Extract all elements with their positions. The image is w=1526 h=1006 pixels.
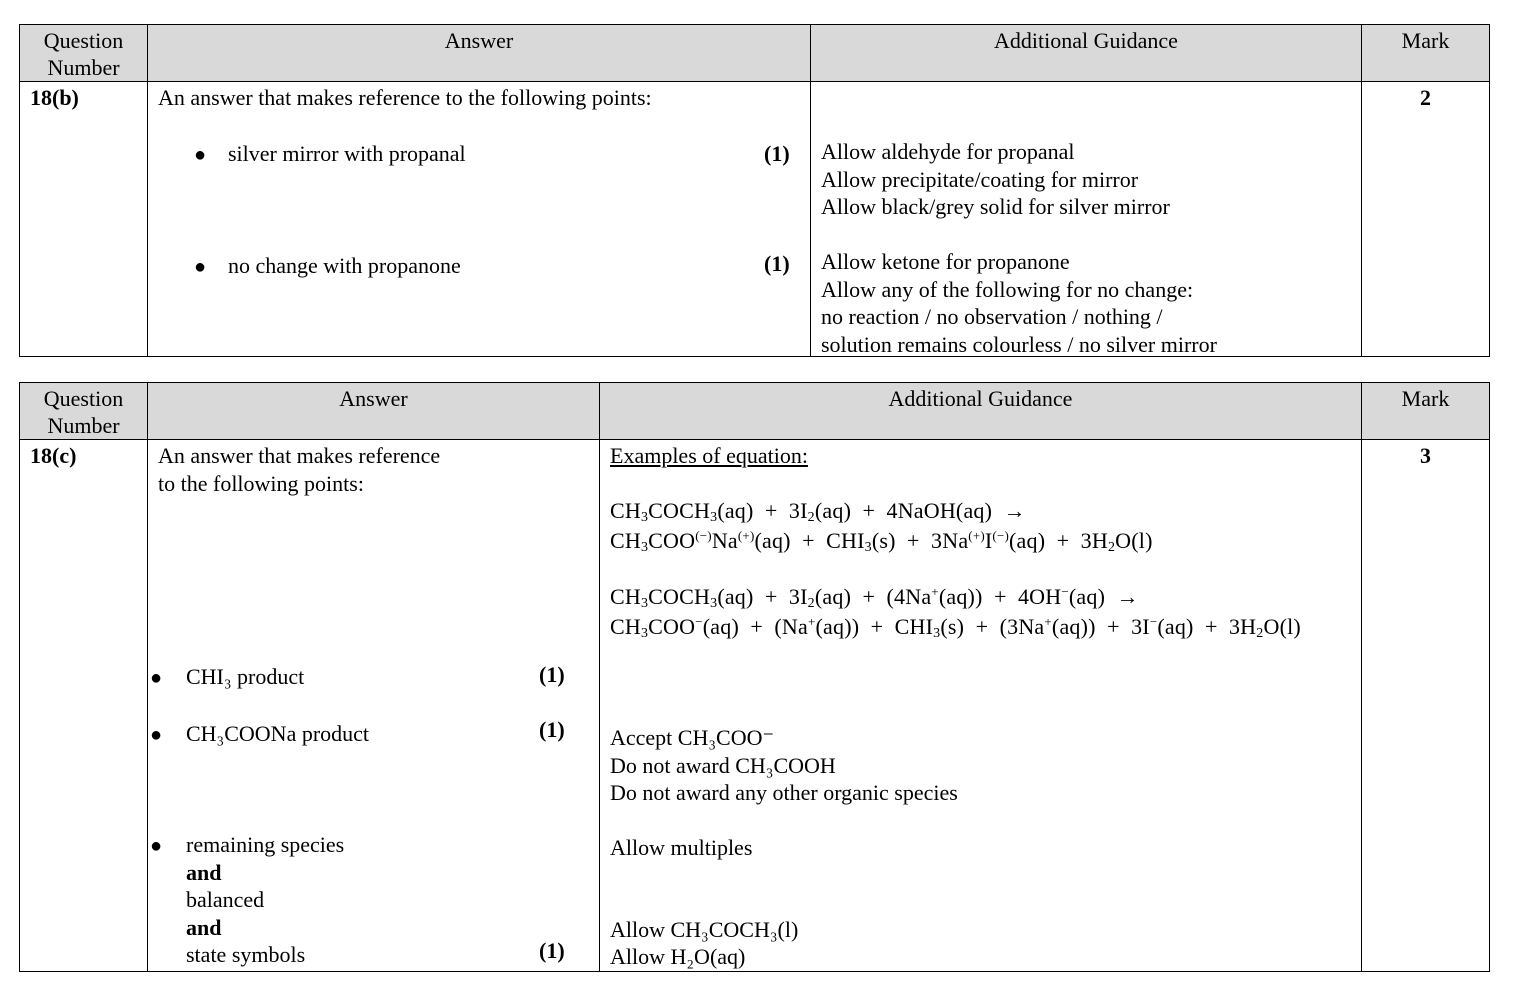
- guidance-line: Allow multiples: [610, 835, 753, 860]
- answer-point: balanced: [186, 887, 265, 912]
- point-mark: (1): [539, 717, 565, 742]
- equation-line: $CH_3COCH_3(aq) + 3I_2(aq) + (4Na^+(aq)) + 4OH^-(aq)$ →: [610, 584, 1139, 611]
- answer-point: CH₃COONa product: [186, 721, 370, 746]
- mark-scheme-table-18b: [19, 24, 1490, 357]
- header-guidance: Additional Guidance: [811, 25, 1362, 82]
- header-mark: Mark: [1362, 25, 1490, 82]
- guidance-line: Allow CH₃COCH₃(l): [610, 917, 799, 942]
- bullet-icon: ●: [194, 256, 207, 278]
- guidance-cell-18c: [600, 440, 1362, 972]
- answer-intro: to the following points:: [158, 471, 364, 496]
- guidance-line: Allow black/grey solid for silver mirror: [821, 194, 1170, 219]
- answer-point-and: and: [186, 860, 222, 885]
- question-number-18b: 18(b): [20, 82, 148, 357]
- guidance-line: solution remains colourless / no silver mirror: [821, 332, 1217, 357]
- header-mark: Mark: [1362, 383, 1490, 440]
- guidance-line: Allow aldehyde for propanal: [821, 139, 1075, 164]
- guidance-line: no reaction / no observation / nothing /: [821, 304, 1163, 329]
- bullet-icon: ●: [150, 835, 163, 857]
- bullet-icon: ●: [194, 144, 207, 166]
- point-mark: (1): [764, 141, 790, 166]
- bullet-icon: ●: [150, 667, 163, 689]
- answer-point: state symbols: [186, 942, 306, 967]
- examples-heading: Examples of equation:: [610, 443, 808, 468]
- equation-line: $CH_3COO^-(aq) + (Na^+(aq)) + CHI_3(s) + (3Na^+(aq)) + 3I^-(aq) + 3H_2O(l)$: [610, 614, 1301, 641]
- header-answer: Answer: [148, 25, 811, 82]
- header-question-number: Question Number: [20, 25, 148, 82]
- mark-value-18b: 2: [1362, 82, 1490, 357]
- mark-value-18c: 3: [1362, 440, 1490, 972]
- guidance-line: Accept CH₃COO⁻: [610, 725, 775, 750]
- point-mark: (1): [764, 251, 790, 276]
- mark-scheme-table-18c: [19, 382, 1490, 972]
- answer-intro: An answer that makes reference: [158, 443, 441, 468]
- header-question-number: Question Number: [20, 383, 148, 440]
- header-answer: Answer: [148, 383, 600, 440]
- answer-cell-18c: [148, 440, 600, 972]
- equation-line: $CH_3COCH_3(aq) + 3I_2(aq)$ + 4NaOH(aq) →: [610, 498, 1026, 525]
- point-mark: (1): [539, 938, 565, 963]
- guidance-cell-18b: [811, 82, 1362, 357]
- answer-point: CHI₃ product: [186, 664, 305, 689]
- answer-point: no change with propanone: [228, 253, 461, 278]
- answer-cell-18b: [148, 82, 811, 357]
- answer-point: silver mirror with propanal: [228, 141, 466, 166]
- answer-point: remaining species: [186, 832, 345, 857]
- guidance-line: Do not award CH₃COOH: [610, 753, 836, 778]
- guidance-line: Allow H₂O(aq): [610, 944, 746, 969]
- bullet-icon: ●: [150, 724, 163, 746]
- point-mark: (1): [539, 662, 565, 687]
- answer-intro: An answer that makes reference to the following points:: [158, 85, 652, 110]
- guidance-line: Allow any of the following for no change:: [821, 277, 1194, 302]
- header-guidance: Additional Guidance: [600, 383, 1362, 440]
- equation-line: $CH_3COO^{(-)}Na^{(+)}(aq) + CHI_3(s) + 3Na^{(+)}I^{(-)}(aq) + 3H_2O(l)$: [610, 528, 1153, 555]
- guidance-line: Do not award any other organic species: [610, 780, 958, 805]
- answer-point-and: and: [186, 915, 222, 940]
- question-number-18c: 18(c): [20, 440, 148, 972]
- guidance-line: Allow ketone for propanone: [821, 249, 1070, 274]
- guidance-line: Allow precipitate/coating for mirror: [821, 167, 1139, 192]
